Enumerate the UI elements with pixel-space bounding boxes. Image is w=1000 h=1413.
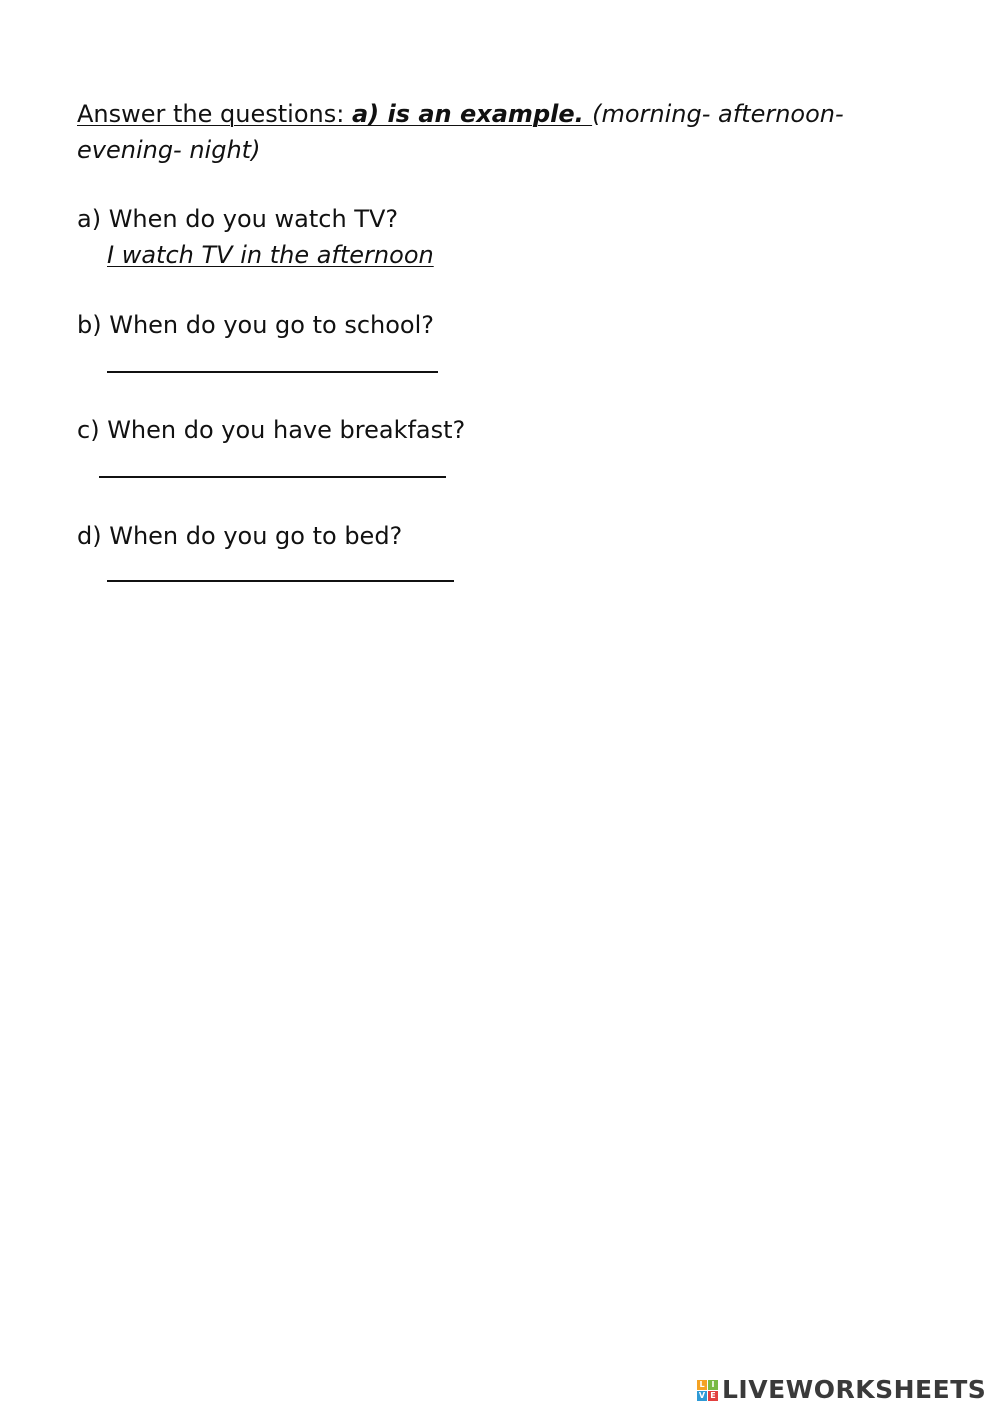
question-a: a) When do you watch TV?: [77, 205, 399, 233]
logo-letter-v: V: [698, 1390, 706, 1400]
logo-mark-icon: [697, 1380, 718, 1401]
logo-letter-l: L: [697, 1380, 707, 1390]
question-b: b) When do you go to school?: [77, 311, 434, 339]
question-c: c) When do you have breakfast?: [77, 416, 466, 444]
answer-a-example: I watch TV in the afternoon: [107, 241, 434, 269]
liveworksheets-logo: [697, 1375, 986, 1405]
answer-d-line[interactable]: [107, 580, 454, 582]
instructions-options: (morning- afternoon- evening- night): [77, 100, 844, 164]
instructions-lead: Answer the questions:: [77, 100, 352, 128]
answer-c-line[interactable]: [99, 476, 446, 478]
logo-letter-e: E: [708, 1391, 718, 1401]
answer-b-line[interactable]: [107, 371, 438, 373]
logo-brand-text: LIVEWORKSHEETS: [722, 1375, 987, 1404]
question-d: d) When do you go to bed?: [77, 522, 403, 550]
logo-letter-i: I: [708, 1380, 718, 1390]
instructions: [77, 96, 937, 168]
instructions-example-note: a) is an example.: [351, 100, 593, 128]
